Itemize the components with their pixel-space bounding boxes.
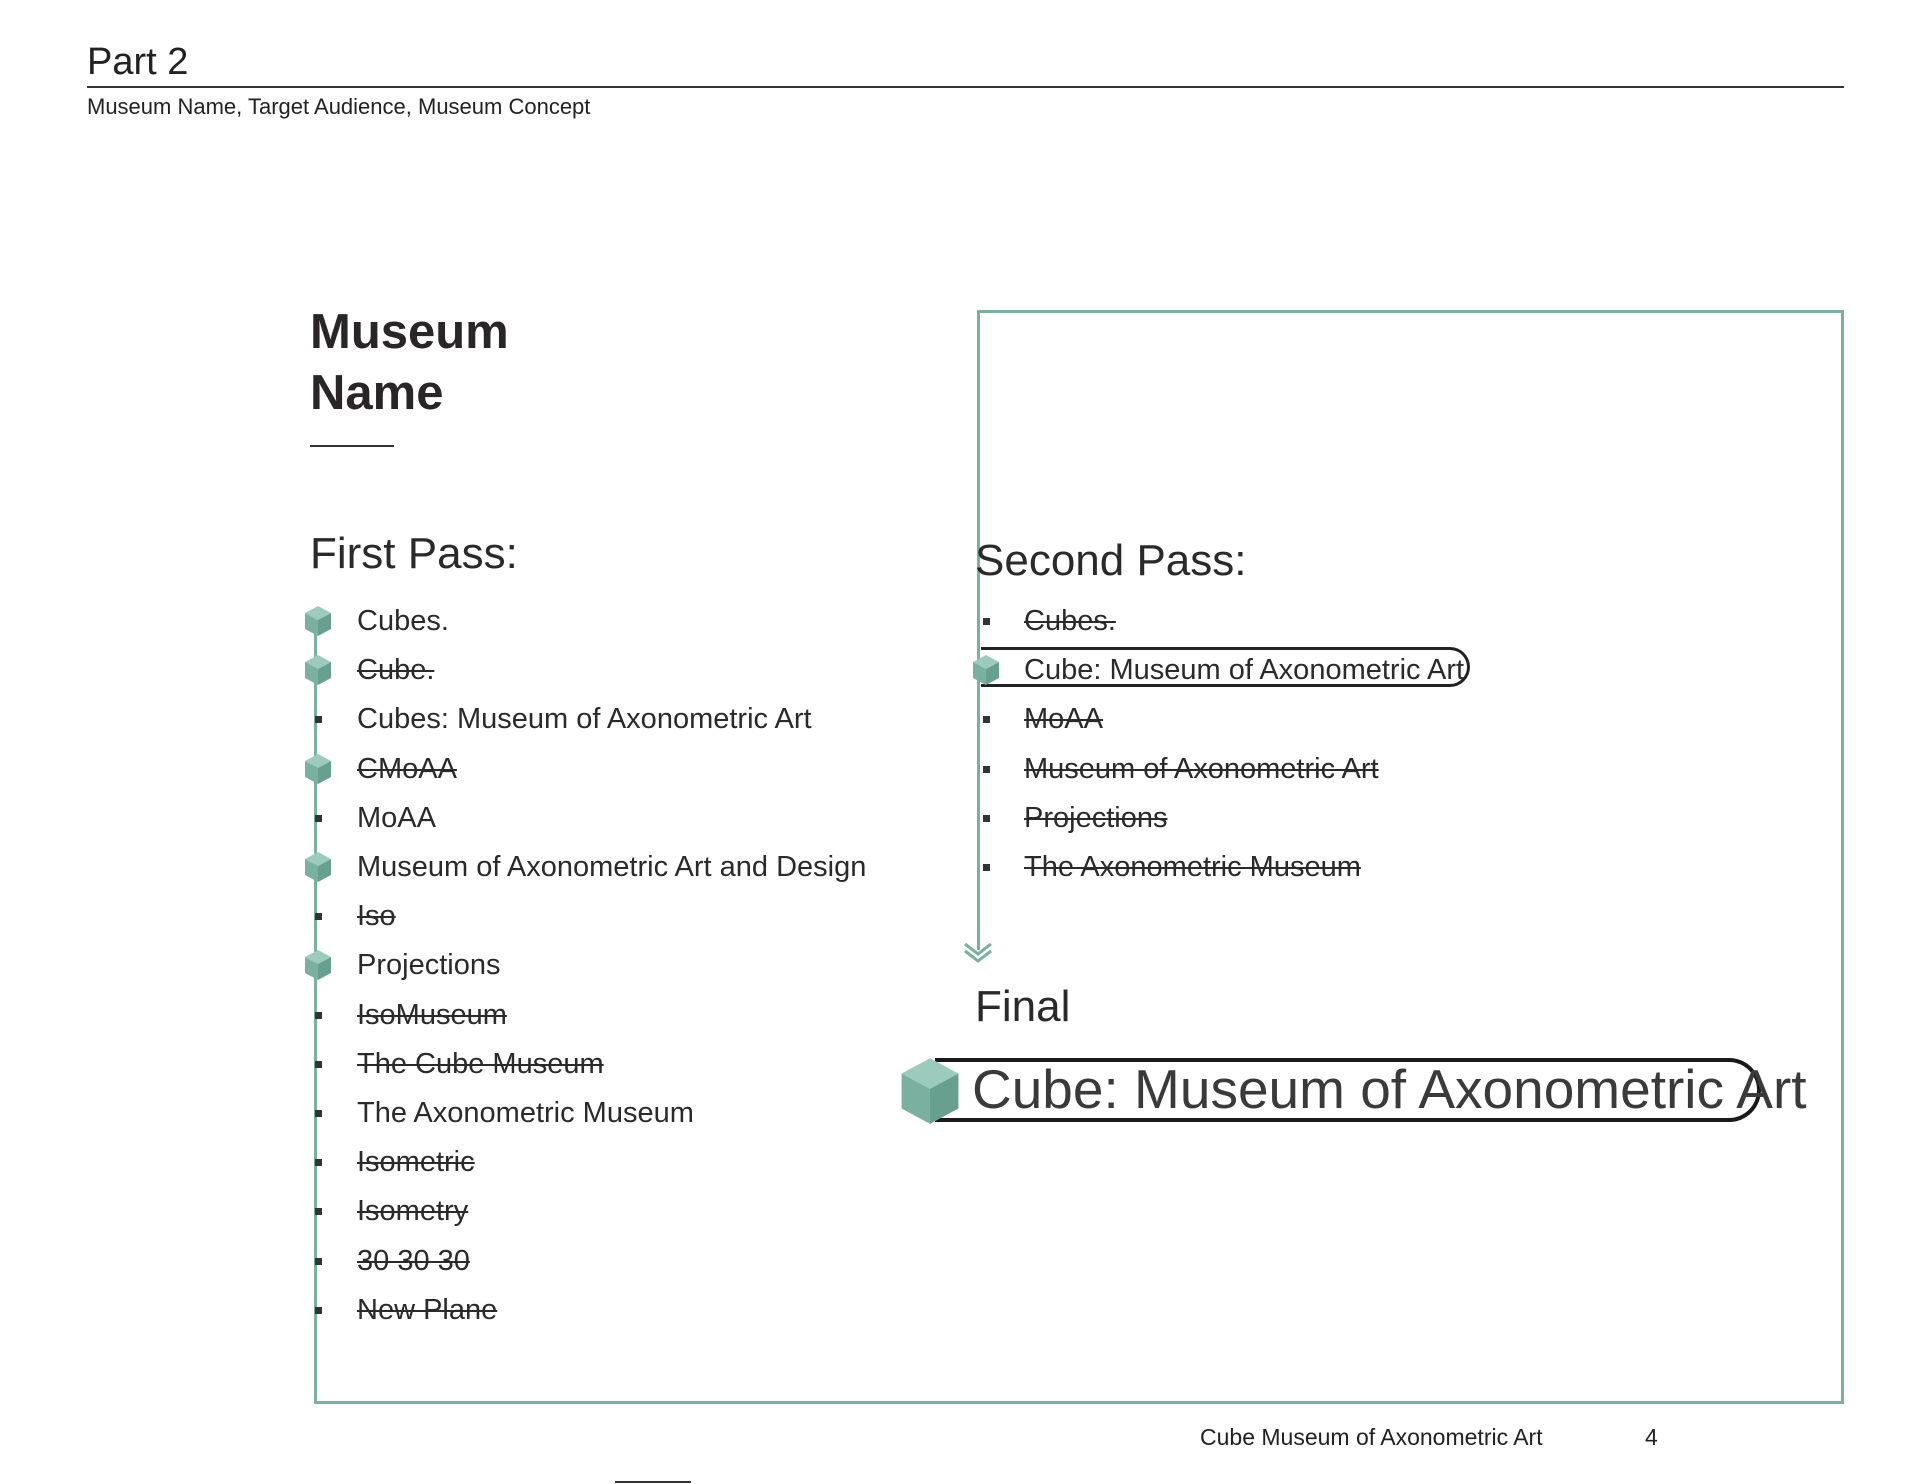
- footer-title: Cube Museum of Axonometric Art: [1200, 1424, 1543, 1450]
- name-option: Isometric: [357, 1146, 475, 1179]
- cube-icon: [304, 753, 332, 785]
- name-option: 30 30 30: [357, 1244, 470, 1277]
- cube-icon: [304, 605, 332, 637]
- name-option: MoAA: [1024, 703, 1103, 736]
- section-heading-line-2: Name: [310, 366, 444, 420]
- bullet-marker: [983, 766, 990, 773]
- name-option: Isometry: [357, 1195, 469, 1228]
- frame-line-top: [977, 310, 1844, 313]
- bullet-marker: [983, 716, 990, 723]
- page-number: 4: [1645, 1424, 1658, 1450]
- frame-line-middle: [977, 310, 980, 950]
- name-option: IsoMuseum: [357, 998, 507, 1031]
- final-museum-name: Cube: Museum of Axonometric Art: [972, 1058, 1807, 1120]
- second-pass-heading: Second Pass:: [975, 536, 1247, 585]
- bullet-marker: [315, 1258, 322, 1265]
- bullet-marker: [983, 618, 990, 625]
- bullet-marker: [315, 1159, 322, 1166]
- section-heading-line-1: Museum: [310, 305, 509, 359]
- name-option: Cube: Museum of Axonometric Art: [1024, 654, 1465, 687]
- bullet-marker: [315, 1307, 322, 1314]
- bullet-marker: [315, 913, 322, 920]
- name-option: Iso: [357, 900, 396, 933]
- first-pass-heading: First Pass:: [310, 529, 518, 578]
- final-heading: Final: [975, 982, 1071, 1031]
- name-option: The Cube Museum: [357, 1047, 604, 1080]
- name-option: Cubes: Museum of Axonometric Art: [357, 703, 812, 736]
- name-option: CMoAA: [357, 752, 457, 785]
- bullet-marker: [315, 1110, 322, 1117]
- name-option: Cubes.: [1024, 605, 1116, 637]
- bullet-marker: [315, 815, 322, 822]
- name-option: Museum of Axonometric Art: [1024, 752, 1379, 785]
- bullet-marker: [983, 815, 990, 822]
- bullet-marker: [315, 1061, 322, 1068]
- footer-mark: [615, 1481, 691, 1483]
- frame-line-bottom: [314, 1401, 1844, 1404]
- header-divider: [87, 86, 1844, 88]
- name-option: Cube.: [357, 654, 435, 687]
- name-option: Museum of Axonometric Art and Design: [357, 851, 867, 883]
- cube-icon: [304, 949, 332, 981]
- page-subtitle: Museum Name, Target Audience, Museum Concept: [87, 94, 591, 119]
- cube-icon: [304, 851, 332, 883]
- name-option: Projections: [357, 949, 501, 982]
- name-option: The Axonometric Museum: [1024, 851, 1361, 883]
- name-option: Projections: [1024, 801, 1168, 834]
- cube-icon: [899, 1056, 961, 1126]
- arrow-down-icon: [963, 942, 993, 964]
- frame-line-right: [1841, 310, 1844, 1404]
- bullet-marker: [315, 1208, 322, 1215]
- cube-icon: [304, 654, 332, 686]
- bullet-marker: [315, 716, 322, 723]
- cube-icon: [972, 654, 1000, 686]
- name-option: New Plane: [357, 1293, 498, 1326]
- name-option: Cubes.: [357, 605, 449, 637]
- bullet-marker: [983, 864, 990, 871]
- part-title: Part 2: [87, 41, 189, 83]
- heading-underline: [310, 445, 394, 447]
- name-option: The Axonometric Museum: [357, 1097, 694, 1129]
- section-heading: [310, 302, 610, 424]
- bullet-marker: [315, 1012, 322, 1019]
- name-option: MoAA: [357, 801, 436, 834]
